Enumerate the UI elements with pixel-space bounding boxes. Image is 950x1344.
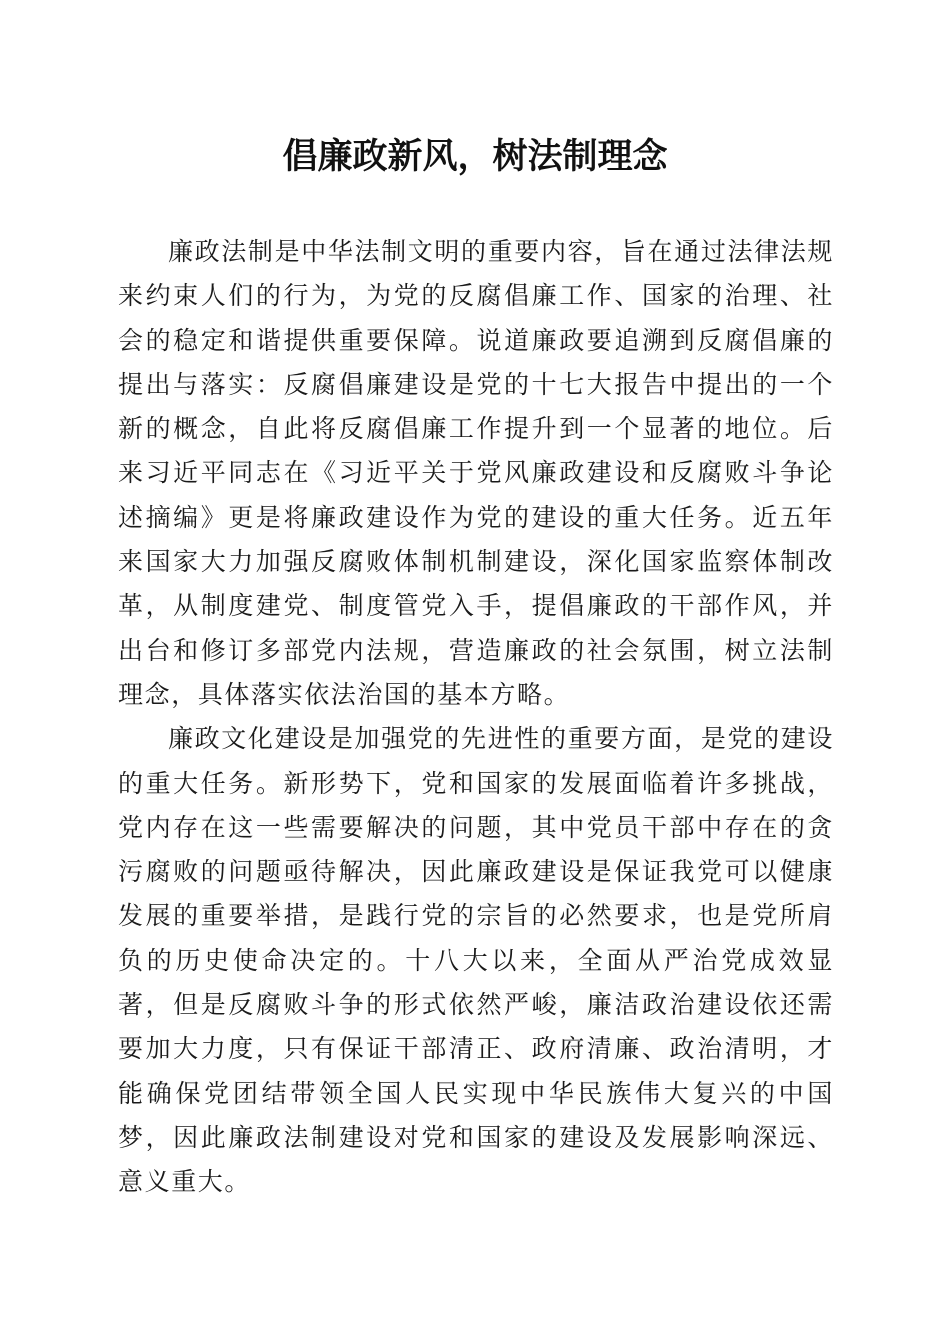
- paragraph-1: 廉政法制是中华法制文明的重要内容，旨在通过法律法规来约束人们的行为，为党的反腐倡廉工作、国家的治理、社会的稳定和谐提供重要保障。说道廉政要追溯到反腐倡廉的提出与落实：反腐倡廉建设是党的十七大报告中提出的一个新的概念，自此将反腐倡廉工作提升到一个显著的地位。后来习近平同志在《习近平关于党风廉政建设和反腐败斗争论述摘编》更是将廉政建设作为党的建设的重大任务。近五年来国家大力加强反腐败体制机制建设，深化国家监察体制改革，从制度建党、制度管党入手，提倡廉政的干部作风，并出台和修订多部党内法规，营造廉政的社会氛围，树立法制理念，具体落实依法治国的基本方略。: [118, 237, 834, 709]
- paragraph-2: 廉政文化建设是加强党的先进性的重要方面，是党的建设的重大任务。新形势下，党和国家的发展面临着许多挑战，党内存在这一些需要解决的问题，其中党员干部中存在的贪污腐败的问题亟待解决，因此廉政建设是保证我党可以健康发展的重要举措，是践行党的宗旨的必然要求，也是党所肩负的历史使命决定的。十八大以来，全面从严治党成效显著，但是反腐败斗争的形式依然严峻，廉洁政治建设依还需要加大力度，只有保证干部清正、政府清廉、政治清明，才能确保党团结带领全国人民实现中华民族伟大复兴的中国梦，因此廉政法制建设对党和国家的建设及发展影响深远、意义重大。: [118, 724, 834, 1197]
- document-body: [118, 230, 834, 1205]
- document-title: 倡廉政新风，树法制理念: [282, 136, 668, 177]
